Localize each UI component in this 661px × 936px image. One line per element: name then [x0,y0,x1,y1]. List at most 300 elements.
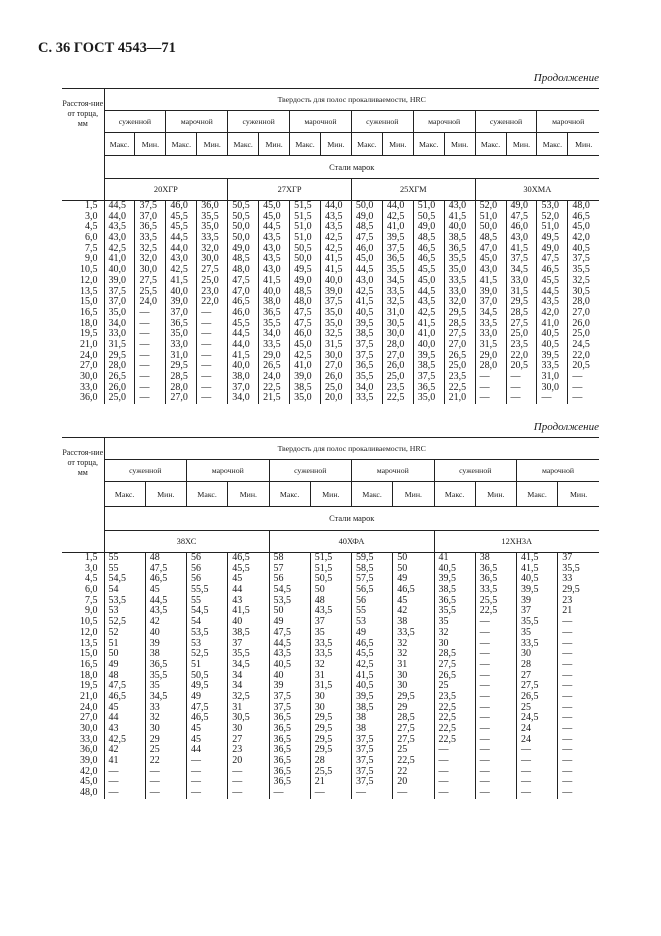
hardness-value: 38,0 [263,296,281,308]
hardness-value: 38 [356,712,366,724]
hardness-value: 30 [314,690,325,702]
hardness-value: 30 [397,680,408,692]
distance-value: 24,0 [80,349,98,361]
hardness-column [558,553,599,799]
distance-value: 18,0 [80,317,98,329]
hardness-value: 37,5 [356,733,374,745]
hardness-value: 49,0 [541,242,559,254]
hardness-value: 40,5 [541,328,559,340]
hardness-value: 37,5 [355,338,374,350]
hardness-value: 43,5 [314,605,333,617]
hardness-value: 47,5 [541,253,559,265]
hardness-value: 20,5 [510,360,529,372]
hardness-value: 30,5 [232,712,250,724]
min-header: Мин. [558,482,599,507]
min-header: Мин. [393,482,434,507]
distance-value: 45,0 [80,776,98,788]
hardness-value: 43,0 [355,274,374,286]
hardness-value: 39,0 [479,285,498,297]
hardness-value: — [562,755,573,767]
hardness-value: 27,0 [170,392,188,404]
hardness-value: 35,5 [149,669,168,681]
hardness-column [145,553,186,799]
hardness-value: 37,5 [510,253,529,265]
hardness-value: 23 [232,744,243,756]
hardness-value: 35,0 [201,221,219,233]
hardness-value: 44,5 [170,232,188,244]
hardness-value: 29,5 [314,744,333,756]
min-header: Мин. [475,482,516,507]
hardness-value: 25,0 [510,328,529,340]
hardness-value: — [149,787,160,799]
hardness-value: 40,0 [324,274,343,286]
hardness-value: 29,0 [479,349,498,361]
hardness-value: 33 [149,701,160,713]
hardness-value: 27,5 [448,328,467,340]
hardness-value: — [139,328,150,340]
hardness-value: 39,5 [438,573,456,585]
hardness-value: 50,0 [355,200,374,211]
hardness-value: 45,0 [263,210,281,222]
steel-grade-name: 12ХН3А [434,531,599,553]
hardness-value: 47,5 [108,680,126,692]
hardness-value: 20,0 [324,392,343,404]
hardness-value: 43,5 [263,232,281,244]
hardness-value: — [438,755,449,767]
hardness-value: — [438,776,449,788]
hardness-value: 49 [356,626,366,638]
hardness-value: 22,5 [438,701,456,713]
hardness-value: 39 [149,637,160,649]
hardness-value: 33,5 [314,648,333,660]
hardness-value: — [232,776,243,788]
distance-value: 27,0 [80,360,98,372]
hardness-value: 34,0 [355,381,374,393]
hardness-value: 47,5 [191,701,209,713]
hardness-value: 43,5 [541,296,559,308]
hardness-value: 37 [521,605,531,617]
hardness-value: — [479,371,490,382]
hardness-value: 41,5 [479,274,498,286]
hardness-value: 30,0 [541,381,559,393]
hardness-value: 41 [438,552,449,563]
hardness-value: 37,5 [356,755,374,767]
max-header: Макс. [228,133,259,156]
distance-value: 24,0 [80,701,98,713]
hardness-value: 27,5 [397,733,415,745]
distance-value: 30,0 [80,723,98,734]
hardness-value: 25,0 [386,371,405,382]
hardness-value: 51 [191,658,201,670]
hardness-value: 36,5 [479,562,498,574]
hardness-value: 36,5 [355,360,374,372]
distance-value: 30,0 [80,371,98,382]
hardness-value: 49,0 [232,242,250,254]
hardness-value: 42,5 [417,306,436,318]
hardness-value: 41,5 [521,562,539,574]
distance-value: 36,0 [80,744,98,756]
hardness-value: 52,5 [108,616,126,628]
hardness-value: 30 [521,648,531,660]
distance-value: 39,0 [80,755,98,767]
hardness-value: 46,5 [397,584,415,596]
hardness-title: Твердость для полос прокаливаемости, HRC [104,438,599,460]
hardness-value: 42 [149,616,160,628]
hardness-value: — [479,733,490,745]
hardness-value: 35,5 [201,210,219,222]
hardness-value: 35,0 [417,392,436,404]
hardness-value: 43,5 [149,605,168,617]
hardness-value: 31,5 [479,338,498,350]
hardness-column [434,553,475,799]
hardness-value: 44,5 [232,328,250,340]
hardness-value: 40,0 [448,221,467,233]
hardness-value: 53 [191,637,201,649]
distance-value: 10,5 [80,264,98,276]
hardness-value: 32,5 [139,242,157,254]
min-header: Мин. [145,482,186,507]
distance-column [62,201,104,405]
hardness-value: 33,5 [397,626,415,638]
steel-grade-name: 38ХС [104,531,269,553]
hardness-value: 38,0 [232,371,250,382]
hardness-column [104,201,135,405]
hardness-value: — [438,765,449,777]
hardness-value: 33,5 [386,285,405,297]
hardness-value: — [479,648,490,660]
hardness-value: 20 [397,776,408,788]
hardness-value: 51,0 [479,210,498,222]
hardness-value: — [201,381,212,393]
hardness-value: 28,5 [170,371,188,382]
band-narrow: суженной [475,111,537,133]
hardness-column [568,201,599,405]
hardness-value: — [521,776,531,788]
hardness-value: — [479,392,490,404]
hardness-value: 23,0 [201,285,219,297]
max-header: Макс. [537,133,568,156]
hardness-value: 36,5 [438,594,456,606]
hardness-value: 46,5 [149,573,168,585]
hardness-column [475,201,506,405]
hardness-value: 51,5 [294,200,312,211]
min-header: Мин. [259,133,290,156]
hardness-value: 41,0 [386,221,405,233]
hardness-value: 50,5 [232,210,250,222]
hardness-value: 43,0 [448,200,467,211]
hardness-value: — [562,626,573,638]
hardness-value: 37,5 [417,371,436,382]
hardness-value: 30,0 [139,264,157,276]
hardness-value: — [201,392,212,404]
hardness-value: 54,5 [191,605,209,617]
band-narrow: суженной [104,460,187,482]
hardness-value: 38 [479,552,490,563]
hardness-value: 45 [232,573,243,585]
hardness-value: 43,5 [417,296,436,308]
distance-value: 1,5 [85,200,98,211]
hardness-value: — [562,637,573,649]
hardness-value: 53,5 [191,626,209,638]
hardness-value: 46,0 [294,328,312,340]
hardness-value: — [201,371,212,382]
hardness-value: 25,0 [108,392,127,404]
hardness-value: 58,5 [356,562,374,574]
hardness-value: 44 [191,744,201,756]
hardness-value: 46,5 [232,552,250,563]
hardness-value: 48,0 [572,200,590,211]
hardness-value: — [562,712,573,724]
hardness-value: 39,0 [324,285,343,297]
hardness-value: 33,0 [479,328,498,340]
hardness-value: 30,5 [572,285,590,297]
hardness-value: 29,5 [170,360,188,372]
max-header: Макс. [187,482,228,507]
hardness-value: 51,0 [294,232,312,244]
hardness-value: 40,5 [521,573,539,585]
hardness-value: 46,5 [108,690,126,702]
hardness-value: 26,5 [263,360,281,372]
hardness-value: 26,5 [108,371,127,382]
hardness-value: 54 [108,584,119,596]
hardness-value: 51,5 [314,552,333,563]
hardness-value: 41,5 [448,210,467,222]
hardness-value: 21,5 [263,392,281,404]
hardness-value: 32 [149,712,160,724]
hardness-value: 39 [273,680,284,692]
hardness-value: 32 [397,637,408,649]
hardness-value: 56 [273,573,284,585]
hardness-value: 45,0 [355,253,374,265]
hardness-column [228,201,259,405]
hardness-value: 33,0 [170,338,188,350]
hardness-value: 43,5 [108,221,127,233]
hardness-value: 30 [314,701,325,713]
hardness-value: — [108,776,119,788]
hardness-column [187,553,228,799]
hardness-value: — [479,755,490,767]
hardness-value: 35 [149,680,160,692]
hardness-value: 45,5 [541,274,559,286]
hardness-value: 37,0 [108,296,127,308]
hardness-value: 46,5 [541,264,559,276]
hardness-value: 40,0 [232,360,250,372]
hardness-value: 41,0 [417,328,436,340]
hardness-value: — [562,690,573,702]
hardness-value: 41,0 [541,317,559,329]
hardness-value: 42,5 [108,733,126,745]
hardness-value: 29,5 [314,723,333,734]
hardness-value: 42 [397,605,408,617]
hardness-value: 37 [562,552,573,563]
hardness-value: 35,5 [232,648,250,660]
steel-grades-label: Стали марок [104,156,599,179]
hardness-value: 51 [108,637,119,649]
hardness-value: 39,0 [170,296,188,308]
hardness-value: — [479,616,490,628]
hardness-value: 47,5 [273,626,291,638]
hardness-value: 48,5 [479,232,498,244]
hardness-value: 46,5 [572,210,590,222]
hardness-value: 31 [232,701,243,713]
hardness-value: — [562,616,573,628]
max-header: Макс. [290,133,321,156]
hardness-value: 37,5 [273,690,291,702]
hardness-value: — [191,776,201,788]
hardness-value: 51,0 [294,221,312,233]
steel-grade-name: 30ХМА [475,179,599,201]
hardness-value: 35 [521,626,531,638]
hardness-value: 34 [232,669,243,681]
hardness-column [104,553,145,799]
hardness-value: 41,5 [232,605,250,617]
hardness-value: 49,5 [541,232,559,244]
hardness-value: 44,0 [324,200,343,211]
min-header: Мин. [320,133,351,156]
hardness-value: 22,5 [438,712,456,724]
hardness-value: 49 [191,690,201,702]
hardness-value: 37,5 [324,296,343,308]
hardness-value: 35,5 [521,616,539,628]
hardness-value: 48,0 [294,296,312,308]
hardness-value: 39,5 [386,232,405,244]
hardness-value: 36,5 [139,221,157,233]
hardness-value: 50 [397,552,408,563]
hardness-value: 35,5 [572,264,590,276]
hardness-value: — [201,328,212,340]
hardness-value: 26,0 [324,371,343,382]
distance-value: 9,0 [85,605,98,617]
hardness-value: 20,5 [572,360,590,372]
hardness-value: 25,5 [479,594,498,606]
hardness-value: 45,5 [232,317,250,329]
hardness-value: 30,0 [324,349,343,361]
hardness-value: 40,5 [356,680,374,692]
distance-value: 36,0 [80,392,98,404]
hardness-value: 36,5 [273,755,291,767]
hardness-value: 44,5 [417,285,436,297]
hardness-value: 41,5 [355,296,374,308]
hardness-value: 48 [314,594,325,606]
distance-value: 27,0 [80,712,98,724]
hardness-value: 41,5 [324,264,343,276]
hardenability-table-2 [62,437,599,799]
hardness-value: 41,0 [294,360,312,372]
hardness-value: 35,0 [324,306,343,318]
hardness-value: 43,0 [108,232,127,244]
hardness-value: 35,0 [294,392,312,404]
hardness-value: 44,0 [232,338,250,350]
hardness-value: 37,5 [355,349,374,361]
hardness-value: 27,5 [510,317,529,329]
hardness-value: 48,5 [417,232,436,244]
distance-value: 7,5 [85,242,98,254]
hardness-value: 40 [232,616,243,628]
distance-value: 15,0 [80,296,98,308]
hardness-value: 56 [191,552,201,563]
hardness-value: 37,5 [139,200,157,211]
hardness-value: 33,5 [314,637,333,649]
hardness-value: 27,0 [324,360,343,372]
hardness-value: 39,5 [521,584,539,596]
hardness-value: 39,5 [541,349,559,361]
hardness-value: 46,0 [510,221,529,233]
hardness-value: 36,5 [273,744,291,756]
hardness-value: 36,5 [273,712,291,724]
hardness-value: 33,0 [448,285,467,297]
min-header: Мин. [310,482,351,507]
hardness-value: 30 [397,669,408,681]
hardness-value: 56,5 [356,584,374,596]
hardness-value: 42,0 [572,232,590,244]
hardness-value: 27 [232,733,243,745]
hardness-column [444,201,475,405]
distance-value: 6,0 [85,584,98,596]
hardness-value: 29,5 [448,306,467,318]
hardness-value: 22,0 [201,296,219,308]
hardness-value: 22,5 [479,605,498,617]
hardness-value: 28,5 [448,317,467,329]
hardness-value: 38,5 [232,626,250,638]
hardness-value: 31,5 [324,338,343,350]
hardness-value: 33,0 [108,328,127,340]
hardness-value: 50,5 [294,242,312,254]
hardness-column [352,553,393,799]
hardness-value: 47,0 [232,285,250,297]
hardness-value: 44,5 [149,594,168,606]
hardness-column [290,201,321,405]
hardness-value: — [191,787,201,799]
hardness-value: — [479,744,490,756]
hardness-value: 50,0 [232,232,250,244]
hardness-value: 34 [232,680,243,692]
hardness-value: 48,5 [232,253,250,265]
hardness-value: 28,0 [386,338,405,350]
hardness-value: 26,5 [521,690,539,702]
hardness-value: — [510,371,521,382]
hardness-value: 46,5 [191,712,209,724]
hardness-value: 37,0 [479,296,498,308]
hardness-value: 53,0 [541,200,559,211]
hardness-column [517,553,558,799]
steel-grade-name: 27ХГР [228,179,352,201]
hardness-value: 35,0 [108,306,127,318]
hardness-value: — [562,658,573,670]
hardness-value: 29,5 [397,690,415,702]
hardness-value: 42,5 [108,242,127,254]
hardness-value: 39,5 [356,690,374,702]
hardness-value: 40 [149,626,160,638]
hardness-value: 35,5 [438,605,456,617]
band-narrow: суженной [104,111,166,133]
hardness-value: 22 [397,765,408,777]
hardness-value: 22,5 [438,733,456,745]
hardness-value: — [479,680,490,692]
hardness-value: 26,0 [108,381,127,393]
hardness-value: 30,0 [201,253,219,265]
hardness-value: 32 [314,658,325,670]
hardness-value: 40 [273,669,284,681]
max-header: Макс. [352,482,393,507]
hardness-value: 47,5 [294,317,312,329]
hardness-value: 46,0 [355,242,374,254]
hardness-value: 55 [108,552,119,563]
hardness-column [259,201,290,405]
hardness-value: 31,0 [386,306,405,318]
hardness-value: 57,5 [356,573,374,585]
hardness-value: 40,5 [572,242,590,254]
hardness-value: — [149,765,160,777]
